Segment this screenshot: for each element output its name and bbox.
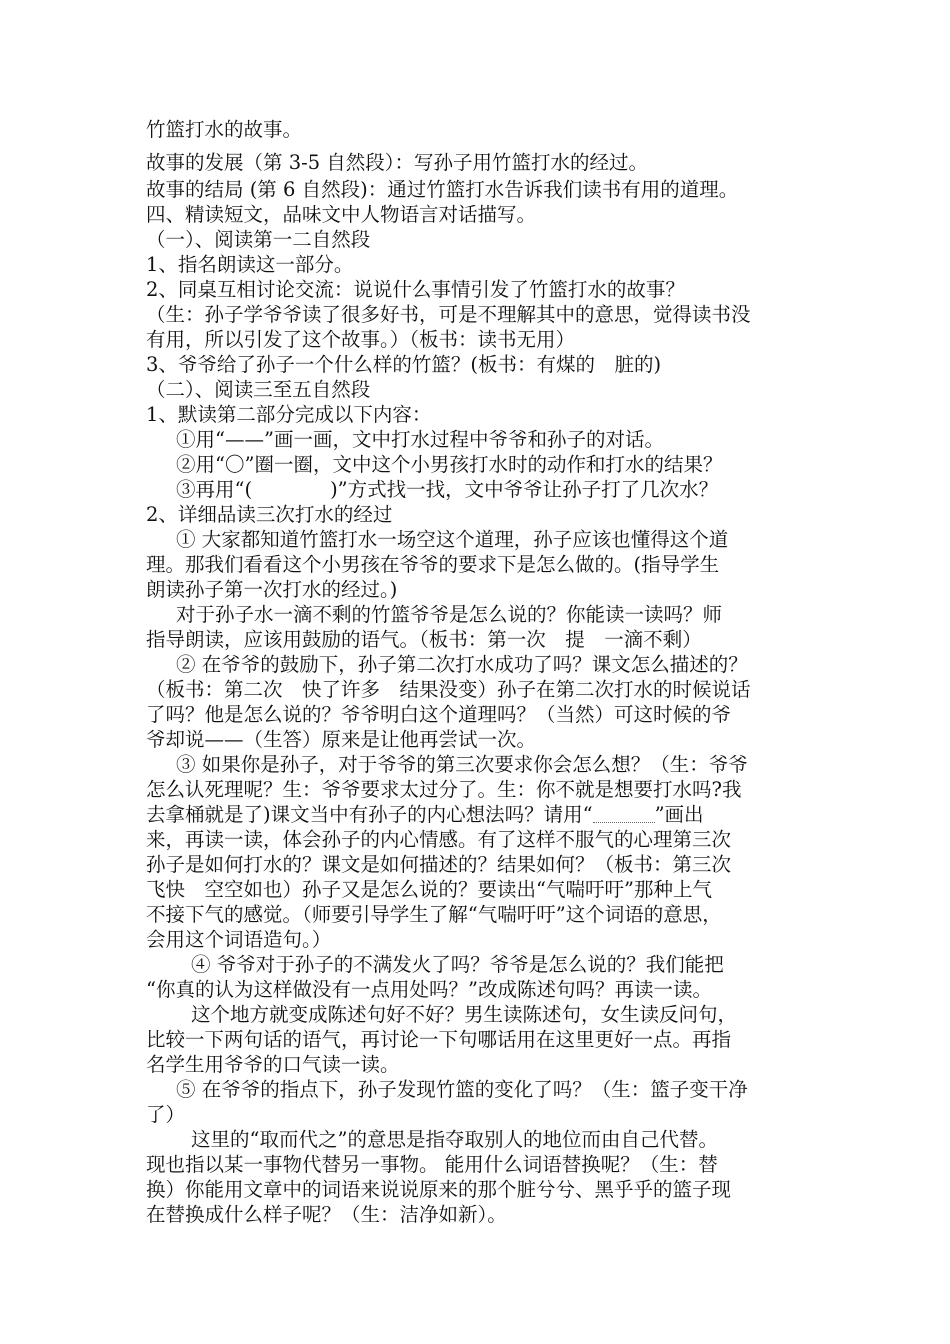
text-line: 朗读孙子第一次打水的经过。)	[146, 578, 398, 601]
text-line: 不接下气的感觉。（师要引导学生了解“气喘吁吁”这个词语的意思，	[146, 903, 722, 926]
text-line: 了吗？他是怎么说的？爷爷明白这个道理吗？（当然）可这时候的爷	[146, 703, 732, 726]
subsection-heading: （一）、阅读第一二自然段	[146, 228, 371, 251]
text-line: 在替换成什么样子呢？（生：洁净如新）。	[146, 1203, 507, 1226]
wavy-underline-sample	[593, 808, 655, 823]
list-item: ②用“〇”圈一圈，文中这个小男孩打水时的动作和打水的结果？	[176, 453, 723, 476]
text-line: 这里的“取而代之”的意思是指夺取别人的地位而由自己代替。	[191, 1128, 718, 1151]
text-line: 1、默读第二部分完成以下内容：	[146, 403, 432, 426]
text-line: 了）	[146, 1103, 186, 1126]
text-line: 怎么认死理呢？生：爷爷要求太过分了。生：你不就是想要打水吗?我	[146, 778, 742, 801]
text-line: 名学生用爷爷的口气读一读。	[146, 1053, 400, 1076]
text-line: 对于孙子水一滴不剩的竹篮爷爷是怎么说的？你能读一读吗？师	[176, 603, 723, 626]
text-span: ”画出	[654, 803, 704, 826]
list-item: ①用“——”画一画，文中打水过程中爷爷和孙子的对话。	[176, 428, 664, 451]
text-line: 有用，所以引发了这个故事。）（板书：读书无用）	[146, 328, 576, 351]
text-line: 孙子是如何打水的？课文是如何描述的？结果如何？（板书：第三次	[146, 853, 732, 876]
text-line: 理。那我们看看这个小男孩在爷爷的要求下是怎么做的。(指导学生	[146, 553, 720, 576]
text-line: （板书：第二次 快了许多 结果没变）孙子在第二次打水的时候说话	[146, 678, 751, 701]
text-line: 来，再读一读，体会孙子的内心情感。有了这样不服气的心理第三次	[146, 828, 732, 851]
text-line: ④ 爷爷对于孙子的不满发火了吗？爷爷是怎么说的？我们能把	[191, 953, 724, 976]
text-line: 换）你能用文章中的词语来说说原来的那个脏兮兮、黑乎乎的篮子现	[146, 1178, 732, 1201]
text-line: ② 在爷爷的鼓励下，孙子第二次打水成功了吗？课文怎么描述的？	[176, 653, 748, 676]
text-line: 故事的发展（第 3-5 自然段）：写孙子用竹篮打水的经过。	[146, 151, 649, 174]
text-line: 飞快 空空如也）孙子又是怎么说的？要读出“气喘吁吁”那种上气	[146, 878, 712, 901]
text-line: 这个地方就变成陈述句好不好？男生读陈述句，女生读反问句，	[191, 1003, 738, 1026]
text-span: 去拿桶就是了)课文当中有孙子的内心想法吗？请用“	[146, 803, 593, 826]
text-line: 指导朗读，应该用鼓励的语气。（板书：第一次 提 一滴不剩）	[146, 628, 702, 651]
text-line: ⑤ 在爷爷的指点下，孙子发现竹篮的变化了吗？（生：篮子变干净	[176, 1078, 748, 1101]
text-line: 会用这个词语造句。）	[146, 928, 332, 951]
text-line: ③ 如果你是孙子，对于爷爷的第三次要求你会怎么想？（生：爷爷	[176, 753, 748, 776]
text-line: 现也指以某一事物代替另一事物。 能用什么词语替换呢？（生：替	[146, 1153, 718, 1176]
subsection-heading: （二）、阅读三至五自然段	[146, 378, 371, 401]
text-line: 故事的结局 (第 6 自然段)：通过竹篮打水告诉我们读书有用的道理。	[146, 178, 739, 201]
section-heading: 四、精读短文，品味文中人物语言对话描写。	[146, 203, 537, 226]
text-line: ① 大家都知道竹篮打水一场空这个道理，孙子应该也懂得这个道	[176, 528, 729, 551]
text-line: 比较一下两句话的语气，再讨论一下句哪话用在这里更好一点。再指	[146, 1028, 732, 1051]
text-line: “你真的认为这样做没有一点用处吗？”改成陈述句吗？再读一读。	[146, 978, 712, 1001]
text-line: 竹篮打水的故事。	[146, 118, 303, 141]
text-line: 2、详细品读三次打水的经过	[146, 503, 393, 526]
text-line	[146, 803, 704, 827]
text-line: 2、同桌互相讨论交流：说说什么事情引发了竹篮打水的故事？	[146, 278, 685, 301]
text-line: 1、指名朗读这一部分。	[146, 253, 354, 276]
text-line: 爷却说——（生答）原来是让他再尝试一次。	[146, 728, 537, 751]
list-item: ③再用“( )”方式找一找，文中爷爷让孙子打了几次水？	[176, 478, 719, 501]
text-line: （生：孙子学爷爷读了很多好书，可是不理解其中的意思，觉得读书没	[146, 303, 751, 326]
text-line: 3、爷爷给了孙子一个什么样的竹篮？(板书：有煤的 脏的)	[146, 353, 662, 376]
